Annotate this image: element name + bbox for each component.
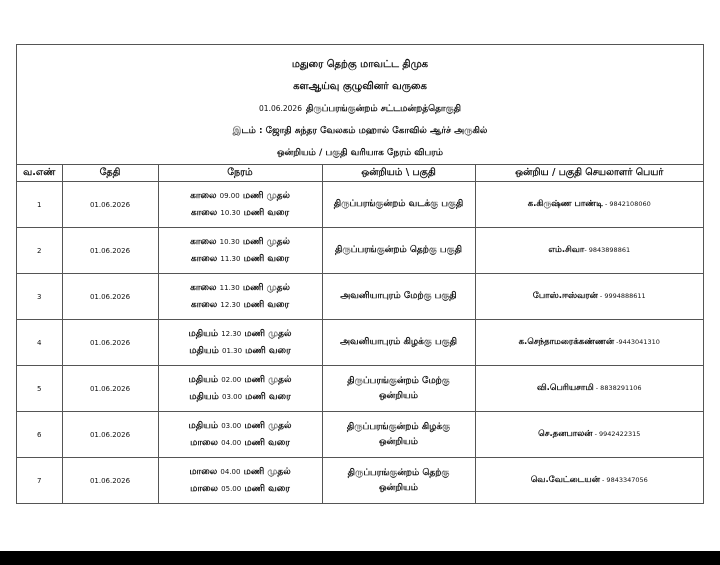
time-to [159, 251, 322, 268]
row-secretary [475, 228, 703, 274]
time-from-value: 12.30 [221, 329, 242, 338]
row-date: 01.06.2026 [62, 412, 158, 458]
table-row [17, 366, 703, 412]
table-row [17, 320, 703, 366]
time-to-prefix: மாலை [190, 483, 219, 494]
time-from-suffix: மணி முதல் [242, 190, 290, 201]
row-number: 1 [17, 182, 62, 228]
time-from [159, 280, 322, 297]
row-time [158, 182, 322, 228]
time-to-value: 03.00 [221, 392, 243, 401]
row-secretary [475, 458, 703, 504]
table-row [17, 412, 703, 458]
time-to [159, 205, 322, 222]
time-from [159, 464, 322, 481]
time-to-suffix: மணி வரை [244, 483, 290, 494]
row-date: 01.06.2026 [62, 182, 158, 228]
secretary-name: வெ.வேட்டையன் [530, 475, 600, 485]
row-secretary [475, 182, 703, 228]
time-from-prefix: காலை [190, 282, 217, 293]
row-time [158, 274, 322, 320]
row-number: 4 [17, 320, 62, 366]
time-from-suffix: மணி முதல் [244, 420, 292, 431]
time-from [159, 188, 322, 205]
row-secretary [475, 274, 703, 320]
secretary-name: எம்.சிவா [548, 245, 585, 255]
column-header-secretary: ஒன்றிய / பகுதி செயலாளர் பெயர் [475, 165, 703, 182]
row-time [158, 458, 322, 504]
table-header-row [17, 165, 703, 182]
row-area: திருப்பரங்குன்றம் தெற்கு பகுதி [322, 228, 475, 274]
time-to-prefix: மதியம் [189, 345, 219, 356]
time-from-suffix: மணி முதல் [244, 328, 292, 339]
table-row [17, 182, 703, 228]
secretary-name: க.கிருஷ்ண பாண்டி [527, 199, 603, 209]
time-from-value: 03.00 [221, 421, 242, 430]
schedule-table [17, 165, 703, 503]
secretary-phone: - 9843898861 [584, 246, 631, 254]
secretary-phone: -9443041310 [614, 338, 660, 346]
row-secretary [475, 412, 703, 458]
table-row [17, 458, 703, 504]
secretary-name: வி.பெரியசாமி [536, 383, 594, 393]
column-header-time: நேரம் [158, 165, 322, 182]
time-to-suffix: மணி வரை [243, 299, 290, 310]
header-line-schedule-title: ஒன்றியம் / பகுதி வரியாக நேரம் விபரம் [276, 148, 444, 158]
time-to-value: 05.00 [221, 484, 242, 493]
row-area: அவனியாபுரம் கிழக்கு பகுதி [322, 320, 475, 366]
time-from-value: 10.30 [219, 237, 240, 246]
row-date: 01.06.2026 [62, 274, 158, 320]
time-to-suffix: மணி வரை [245, 345, 291, 356]
time-to [159, 343, 322, 360]
time-from-suffix: மணி முதல் [244, 374, 292, 385]
time-from [159, 326, 322, 343]
time-to-value: 11.30 [220, 254, 241, 263]
row-number: 2 [17, 228, 62, 274]
row-area: திருப்பரங்குன்றம் வடக்கு பகுதி [322, 182, 475, 228]
row-time [158, 366, 322, 412]
time-to-suffix: மணி வரை [243, 207, 290, 218]
row-time [158, 228, 322, 274]
time-to-prefix: காலை [190, 253, 218, 264]
time-from-prefix: மதியம் [188, 328, 219, 339]
secretary-phone: - 9942422315 [592, 430, 641, 438]
secretary-phone: - 9842108060 [602, 200, 651, 208]
document-header [17, 45, 703, 165]
row-date: 01.06.2026 [62, 458, 158, 504]
secretary-phone: - 8838291106 [593, 384, 642, 392]
time-from-suffix: மணி முதல் [243, 466, 291, 477]
time-to-prefix: மதியம் [189, 391, 219, 402]
bottom-black-bar [0, 551, 720, 565]
time-from-suffix: மணி முதல் [242, 282, 290, 293]
time-to [159, 435, 322, 452]
time-to [159, 297, 322, 314]
time-from-value: 09.00 [219, 191, 240, 200]
header-date: 01.06.2026 [259, 104, 302, 113]
secretary-name: போஸ்.ஈஸ்வரன் [532, 291, 598, 301]
column-header-num: வ.எண் [17, 165, 62, 182]
time-from [159, 418, 322, 435]
row-date: 01.06.2026 [62, 320, 158, 366]
header-line-constituency [17, 98, 703, 120]
time-from-value: 04.00 [220, 467, 241, 476]
time-to-prefix: காலை [190, 299, 218, 310]
time-from-prefix: மாலை [189, 466, 218, 477]
time-to-suffix: மணி வரை [245, 391, 291, 402]
time-to-suffix: மணி வரை [244, 437, 290, 448]
time-from-suffix: மணி முதல் [242, 236, 290, 247]
column-header-date: தேதி [62, 165, 158, 182]
secretary-phone: - 9843347056 [599, 476, 648, 484]
time-to-prefix: காலை [190, 207, 218, 218]
schedule-document [16, 44, 704, 504]
time-to-value: 10.30 [220, 208, 241, 217]
secretary-name: செ.தனபாலன் [538, 429, 593, 439]
row-number: 3 [17, 274, 62, 320]
time-from [159, 372, 322, 389]
time-to-value: 04.00 [221, 438, 242, 447]
row-time [158, 320, 322, 366]
time-to [159, 389, 322, 406]
table-row [17, 228, 703, 274]
time-from-prefix: காலை [190, 190, 217, 201]
table-row [17, 274, 703, 320]
time-to-prefix: மாலை [190, 437, 219, 448]
row-area: திருப்பரங்குன்றம் தெற்கு ஒன்றியம் [322, 458, 475, 504]
row-area: திருப்பரங்குன்றம் கிழக்கு ஒன்றியம் [322, 412, 475, 458]
time-from-prefix: மதியம் [188, 420, 219, 431]
secretary-phone: - 9994888611 [597, 292, 646, 300]
time-from-prefix: மதியம் [188, 374, 219, 385]
header-constituency: திருப்பரங்குன்றம் சட்டமன்றத்தொகுதி [305, 104, 461, 114]
time-from-value: 02.00 [221, 375, 242, 384]
time-from-value: 11.30 [219, 283, 240, 292]
time-to-value: 12.30 [220, 300, 241, 309]
row-number: 6 [17, 412, 62, 458]
row-secretary [475, 320, 703, 366]
row-date: 01.06.2026 [62, 366, 158, 412]
row-number: 5 [17, 366, 62, 412]
time-from [159, 234, 322, 251]
row-area: திருப்பரங்குன்றம் மேற்கு ஒன்றியம் [322, 366, 475, 412]
time-from-prefix: காலை [190, 236, 217, 247]
time-to-suffix: மணி வரை [243, 253, 290, 264]
row-number: 7 [17, 458, 62, 504]
secretary-name: க.செந்தாமரைக்கண்ணன் [518, 337, 615, 347]
row-time [158, 412, 322, 458]
row-secretary [475, 366, 703, 412]
header-line-visit: களஆய்வு குழுவினர் வருகை [293, 81, 427, 92]
row-area: அவனியாபுரம் மேற்கு பகுதி [322, 274, 475, 320]
header-line-venue: இடம் : ஜோதி சுந்தர வேலகம் மஹால் கோவில் ஆர்ச் அருகில் [232, 126, 488, 136]
column-header-area: ஒன்றியம் \ பகுதி [322, 165, 475, 182]
time-to [159, 481, 322, 498]
row-date: 01.06.2026 [62, 228, 158, 274]
time-to-value: 01.30 [221, 346, 243, 355]
header-line-district: மதுரை தெற்கு மாவட்ட திமுக [291, 59, 429, 70]
